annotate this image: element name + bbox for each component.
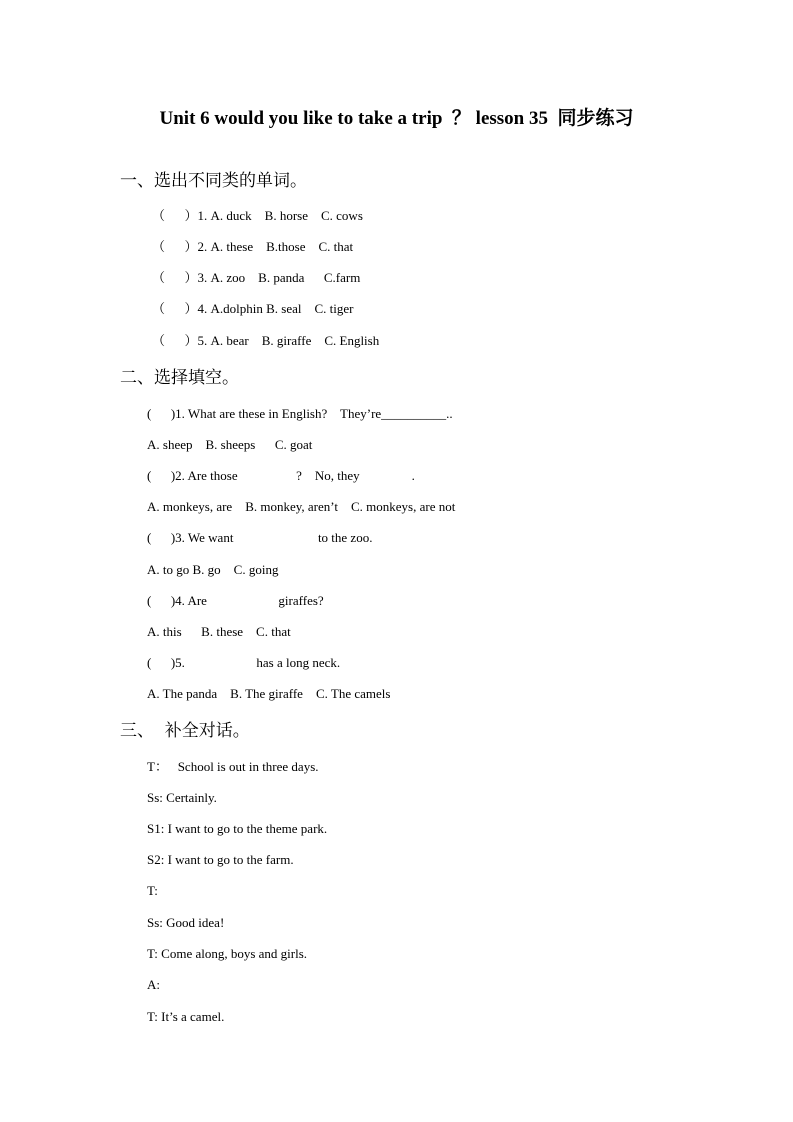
- dialogue-line: S2: I want to go to the farm.: [147, 852, 294, 867]
- section-heading-1: 一、选出不同类的单词。: [120, 171, 307, 191]
- dialogue-line: A:: [147, 977, 160, 992]
- question-line: ( )3. We want to the zoo.: [147, 530, 373, 545]
- dialogue-line: T:: [147, 883, 158, 898]
- dialogue-line: T: Come along, boys and girls.: [147, 946, 308, 961]
- exercise-item: （ ）2. A. these B.those C. that: [152, 239, 354, 254]
- exercise-item: （ ）3. A. zoo B. panda C.farm: [152, 270, 361, 285]
- options-line: A. The panda B. The giraffe C. The camels: [147, 686, 391, 701]
- dialogue-line: Ss: Certainly.: [147, 790, 217, 805]
- question-line: ( )4. Are giraffes?: [147, 593, 324, 608]
- section-heading-3: 三、 补全对话。: [120, 721, 250, 741]
- options-line: A. sheep B. sheeps C. goat: [147, 437, 313, 452]
- exercise-item: （ ）5. A. bear B. giraffe C. English: [152, 333, 380, 348]
- exercise-item: （ ）4. A.dolphin B. seal C. tiger: [152, 301, 354, 316]
- page-title: Unit 6 would you like to take a trip ？ lesson 35 同步练习: [159, 108, 634, 129]
- dialogue-line: T: It’s a camel.: [147, 1009, 225, 1024]
- question-line: ( )2. Are those ? No, they .: [147, 468, 415, 483]
- exercise-item: （ ）1. A. duck B. horse C. cows: [152, 208, 363, 223]
- options-line: A. monkeys, are B. monkey, aren’t C. monkeys, are not: [147, 499, 456, 514]
- options-line: A. this B. these C. that: [147, 624, 291, 639]
- question-line: ( )5. has a long neck.: [147, 655, 341, 670]
- question-line: ( )1. What are these in English? They’re__________..: [147, 406, 453, 421]
- options-line: A. to go B. go C. going: [147, 562, 279, 577]
- dialogue-line: T： School is out in three days.: [147, 759, 319, 774]
- dialogue-line: S1: I want to go to the theme park.: [147, 821, 328, 836]
- dialogue-line: Ss: Good idea!: [147, 915, 225, 930]
- section-heading-2: 二、选择填空。: [120, 368, 239, 388]
